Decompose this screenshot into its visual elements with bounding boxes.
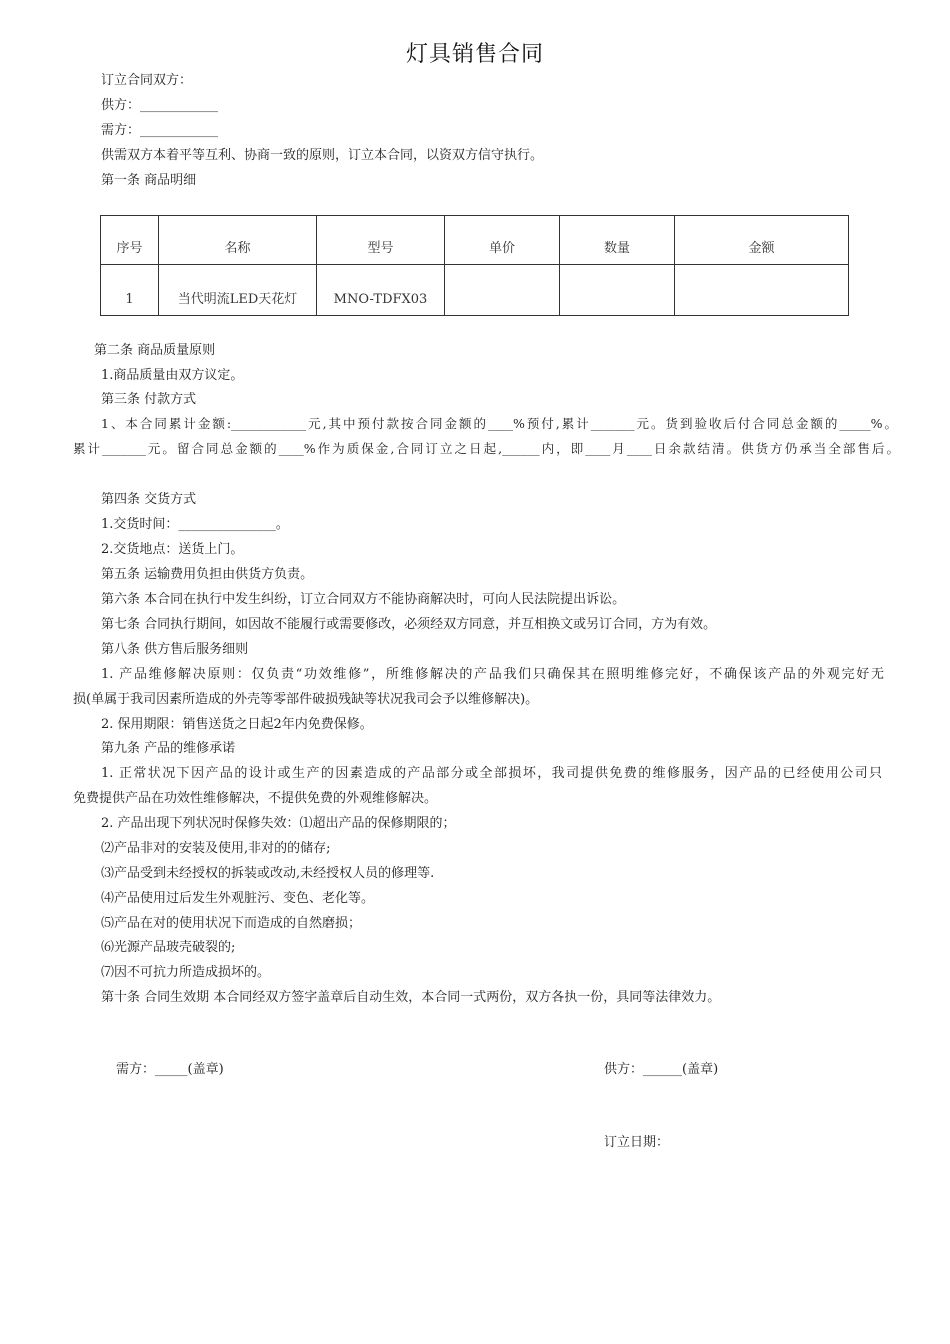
- article6: 第六条 本合同在执行中发生纠纷，订立合同双方不能协商解决时，可向人民法院提出诉讼。: [101, 592, 626, 607]
- table-header-row: [101, 216, 849, 265]
- condition-item: ⑵产品非对的安装及使用,非对的的储存;: [101, 841, 331, 856]
- article9-heading: 第九条 产品的维修承诺: [101, 741, 236, 756]
- table-cell: [445, 265, 560, 316]
- article8-item1-line1: 1. 产品维修解决原则：仅负责“功效维修”，所维修解决的产品我们只确保其在照明维修完好，不确保该产品的外观完好无: [101, 667, 884, 682]
- article1-heading: 第一条 商品明细: [101, 173, 197, 188]
- table-cell: 1: [101, 265, 159, 316]
- article4-item2: 2.交货地点：送货上门。: [101, 542, 244, 557]
- article9-item1-line1: 1. 正常状况下因产品的设计或生产的因素造成的产品部分或全部损坏，我司提供免费的维修服务，因产品的已经使用公司只: [101, 766, 882, 781]
- article3-line1: 1、本合同累计金额:____________元,其中预付款按合同金额的____%预付,累计_______元。货到验收后付合同总金额的_____%。: [101, 416, 897, 431]
- article10: 第十条 合同生效期 本合同经双方签字盖章后自动生效，本合同一式两份，双方各执一份，具同等法律效力。: [101, 990, 721, 1005]
- article3-heading: 第三条 付款方式: [101, 392, 197, 407]
- article2-item1: 1.商品质量由双方议定。: [101, 368, 244, 383]
- article4-item1: 1.交货时间：_______________。: [101, 517, 289, 532]
- table-cell: [675, 265, 849, 316]
- article7: 第七条 合同执行期间，如因故不能履行或需要修改，必须经双方同意，并互相换文或另订合同，方为有效。: [101, 617, 717, 632]
- supplier-signature: 供方：______(盖章): [604, 1062, 719, 1077]
- header-cell: 单价: [445, 216, 560, 265]
- article3-line2: 累计_______元。留合同总金额的____%作为质保金,合同订立之日起,______内，即____月____日余款结清。供货方仍承当全部售后。: [73, 441, 899, 456]
- header-cell: 名称: [159, 216, 317, 265]
- article8-heading: 第八条 供方售后服务细则: [101, 642, 249, 657]
- article8-item1-line2: 损(单属于我司因素所造成的外壳等零部件破损残缺等状况我司会予以维修解决)。: [73, 692, 539, 707]
- buyer-signature: 需方：_____(盖章): [116, 1062, 224, 1077]
- article9-item2: 2. 产品出现下列状况时保修失效：⑴超出产品的保修期限的；: [101, 816, 456, 831]
- condition-item: ⑷产品使用过后发生外观脏污、变色、老化等。: [101, 891, 375, 906]
- condition-item: ⑸产品在对的使用状况下而造成的自然磨损；: [101, 916, 362, 931]
- contract-date: 订立日期：: [604, 1135, 670, 1150]
- table-row: [101, 265, 849, 316]
- article9-item1-line2: 免费提供产品在功效性维修解决，不提供免费的外观维修解决。: [73, 791, 438, 806]
- supplier-line: 供方：____________: [101, 98, 219, 113]
- article8-item2: 2. 保用期限：销售送货之日起2年内免费保修。: [101, 717, 373, 732]
- article4-heading: 第四条 交货方式: [101, 492, 197, 507]
- condition-item: ⑺因不可抗力所造成损坏的。: [101, 965, 271, 980]
- header-cell: 序号: [101, 216, 159, 265]
- table-cell: MNO-TDFX03: [317, 265, 445, 316]
- article5: 第五条 运输费用负担由供货方负责。: [101, 567, 314, 582]
- table-cell: 当代明流LED天花灯: [159, 265, 317, 316]
- header-cell: 数量: [560, 216, 675, 265]
- condition-item: ⑶产品受到未经授权的拆装或改动,未经授权人员的修理等.: [101, 866, 435, 881]
- parties-intro: 订立合同双方：: [101, 73, 193, 88]
- buyer-line: 需方：____________: [101, 123, 219, 138]
- table-cell: [560, 265, 675, 316]
- preamble: 供需双方本着平等互利、协商一致的原则，订立本合同，以资双方信守执行。: [101, 148, 544, 163]
- article2-heading: 第二条 商品质量原则: [94, 343, 216, 358]
- condition-item: ⑹光源产品玻壳破裂的;: [101, 940, 236, 955]
- goods-table: [100, 215, 849, 316]
- document-title: 灯具销售合同: [405, 42, 544, 67]
- header-cell: 金额: [675, 216, 849, 265]
- header-cell: 型号: [317, 216, 445, 265]
